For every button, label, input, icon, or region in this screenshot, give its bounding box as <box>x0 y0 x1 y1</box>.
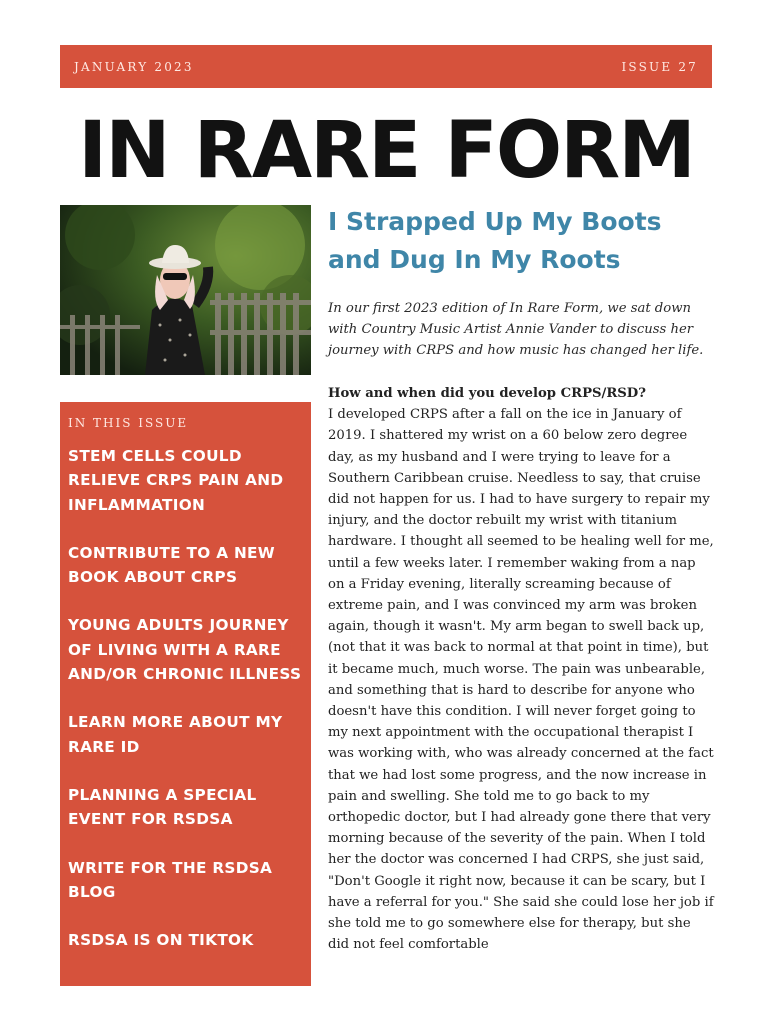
interview-answer: I developed CRPS after a fall on the ice in January of 2019. I shattered my wrist on a 60 below zero degree day, as my husband and I were trying to leave for a Southern Caribbean cruise. Needless to say, that cruise did not happen for us. I had to have surgery to repair my injury, and the doctor rebuilt my wrist with titanium hardware. I thought all seemed to be healing well for me, until a few weeks later. I remember waking from a nap on a Friday evening, literally screaming because of extreme pain, and I was convinced my arm was broken again, though it wasn't. My arm began to swell back up, (not that it was back to normal at that point in time), but it became much, much worse. The pain was unbearable, and something that is hard to describe for anyone who doesn't have this condition. I will never forget going to my next appointment with the occupational therapist I was working with, who was already concerned at the fact that we had lost some progress, and the now increase in pain and swelling. She told me to go back to my orthopedic doctor, but I had already gone there that very morning because of the severity of the pain. When I told her the doctor was concerned I had CRPS, she just said, "Don't Google it right now, because it can be scary, but I have a referral for you." She said she could lose her job if she told me to go somewhere else for therapy, but she did not feel comfortable <box>328 407 714 953</box>
article-body <box>328 383 714 955</box>
toc-item-special-event[interactable]: PLANNING A SPECIAL EVENT FOR RSDSA <box>68 785 257 829</box>
newsletter-title: IN RARE FORM <box>78 106 694 196</box>
feature-intro: In our first 2023 edition of In Rare Form, we sat down with Country Music Artist Annie Vander to discuss her journey with CRPS and how music has changed her life. <box>328 301 704 358</box>
toc-item-young-adults[interactable]: YOUNG ADULTS JOURNEY OF LIVING WITH A RARE AND/OR CHRONIC ILLNESS <box>68 616 302 684</box>
toc-item-rare-id[interactable]: LEARN MORE ABOUT MY RARE ID <box>68 713 283 756</box>
issue-date: JANUARY 2023 <box>74 59 194 74</box>
toc-item-stem-cells[interactable]: STEM CELLS COULD RELIEVE CRPS PAIN AND INFLAMMATION <box>68 447 284 514</box>
issue-banner <box>60 45 712 88</box>
feature-photo <box>60 205 311 375</box>
feature-headline: I Strapped Up My Boots and Dug In My Roots <box>328 207 662 274</box>
issue-number: ISSUE 27 <box>621 59 698 74</box>
in-this-issue-title: IN THIS ISSUE <box>68 416 189 430</box>
toc-item-blog[interactable]: WRITE FOR THE RSDSA BLOG <box>68 858 273 901</box>
toc-item-book[interactable]: CONTRIBUTE TO A NEW BOOK ABOUT CRPS <box>68 543 275 587</box>
interview-question: How and when did you develop CRPS/RSD? <box>328 386 646 401</box>
toc-item-tiktok[interactable]: RSDSA IS ON TIKTOK <box>68 931 254 950</box>
in-this-issue-panel <box>60 402 311 986</box>
